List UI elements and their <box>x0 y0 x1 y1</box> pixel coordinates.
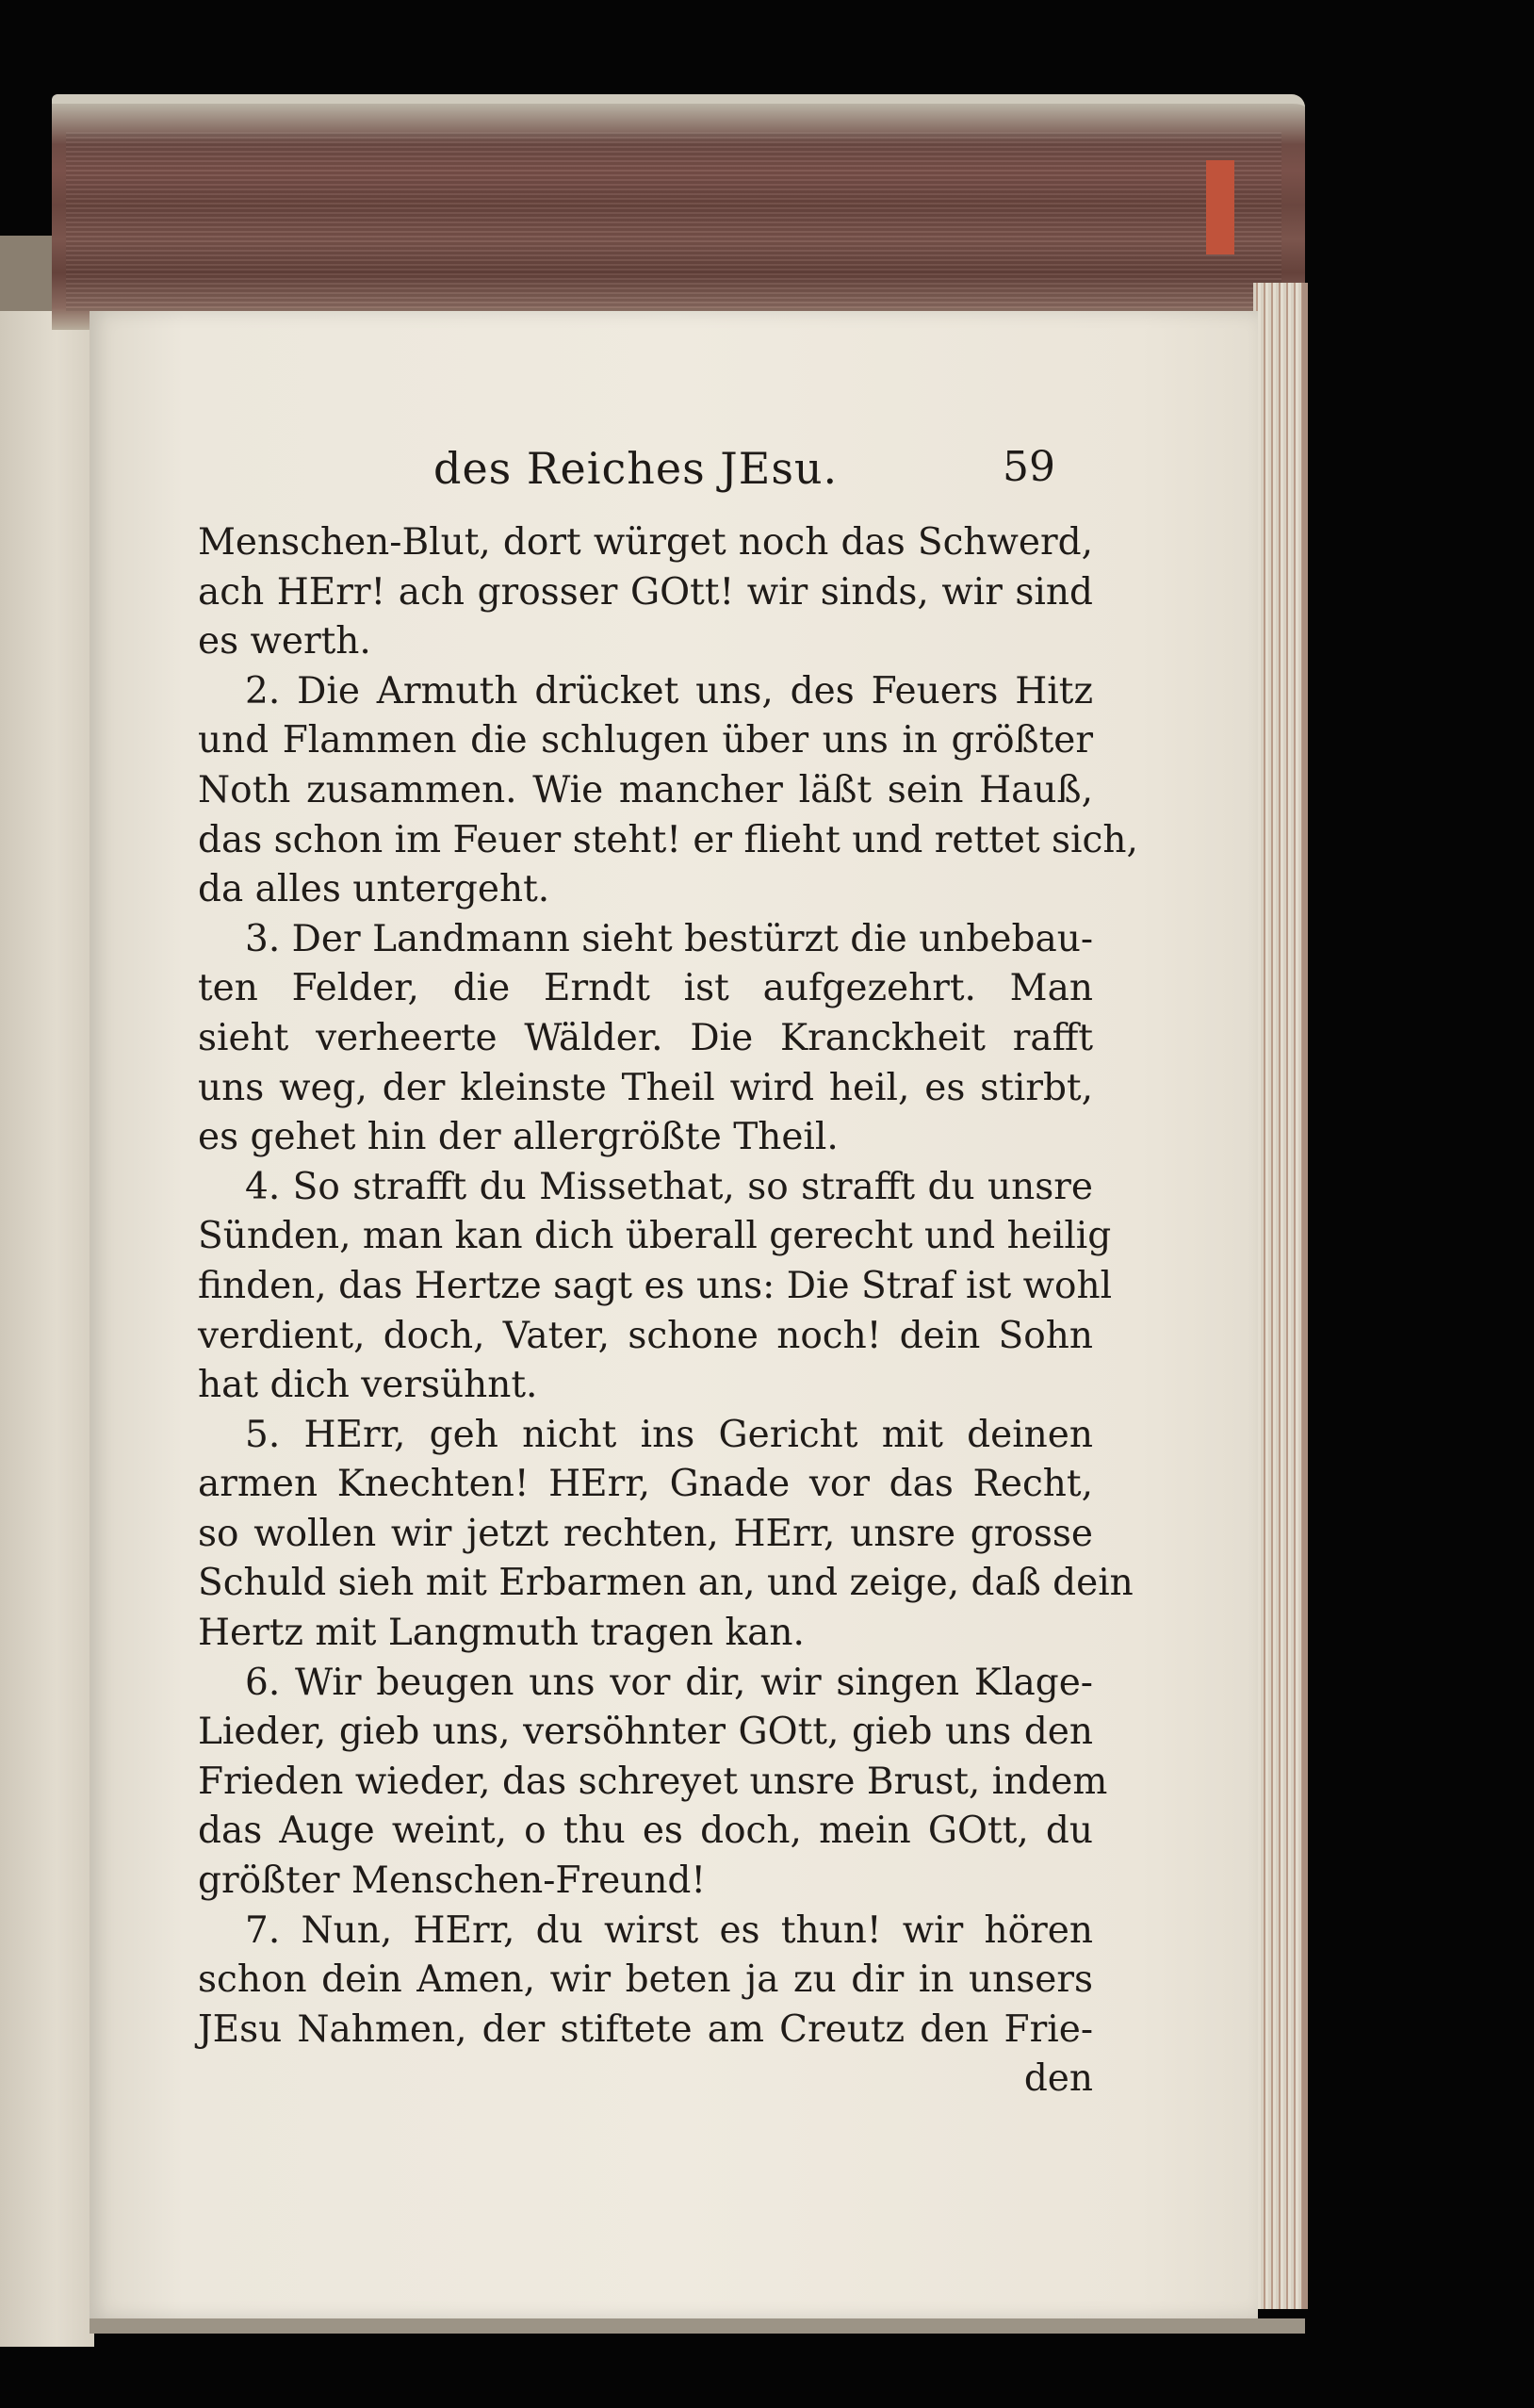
catchword: den <box>1023 2057 1093 2101</box>
text-line: es gehet hin der allergrößte Theil. <box>198 1116 839 1159</box>
text-line: armen Knechten! HErr, Gnade vor das Recht, <box>198 1463 1093 1506</box>
red-edge-accent <box>1206 160 1234 254</box>
text-line: hat dich versühnt. <box>198 1364 538 1407</box>
text-line: Lieder, gieb uns, versöhnter GOtt, gieb uns den <box>198 1711 1093 1754</box>
text-line: 4. So strafft du Missethat, so strafft du unsre <box>245 1165 1093 1208</box>
text-line: das schon im Feuer steht! er flieht und rettet sich, <box>198 818 1138 861</box>
text-line: verdient, doch, Vater, schone noch! dein Sohn <box>198 1314 1093 1357</box>
text-line: Menschen-Blut, dort würget noch das Schwerd, <box>198 521 1093 564</box>
text-line: größter Menschen-Freund! <box>198 1859 707 1903</box>
text-line: Schuld sieh mit Erbarmen an, und zeige, daß dein <box>198 1562 1134 1605</box>
page-edges-top <box>66 132 1281 311</box>
page-number: 59 <box>1003 443 1055 491</box>
text-line: 6. Wir beugen uns vor dir, wir singen Klage- <box>245 1661 1093 1704</box>
text-line: da alles untergeht. <box>198 868 550 911</box>
text-line: finden, das Hertze sagt es uns: Die Straf ist wohl <box>198 1264 1113 1307</box>
text-line: 2. Die Armuth drücket uns, des Feuers Hitz <box>245 669 1093 713</box>
text-line: 3. Der Landmann sieht bestürzt die unbebau- <box>245 917 1093 960</box>
running-head: des Reiches JEsu. <box>433 443 839 494</box>
text-line: Noth zusammen. Wie mancher läßt sein Hauß, <box>198 768 1093 811</box>
text-line: es werth. <box>198 620 371 663</box>
text-line: 7. Nun, HErr, du wirst es thun! wir hören <box>245 1908 1093 1952</box>
text-line: und Flammen die schlugen über uns in größter <box>198 719 1093 762</box>
text-line: schon dein Amen, wir beten ja zu dir in unsers <box>198 1958 1093 2002</box>
text-block <box>198 518 1138 2105</box>
book-fore-edge <box>1253 283 1308 2309</box>
text-line: ach HErr! ach grosser GOtt! wir sinds, wir sind <box>198 570 1093 614</box>
text-line: Frieden wieder, das schreyet unsre Brust, indem <box>198 1760 1108 1803</box>
page-bottom-edge <box>90 2318 1305 2334</box>
text-line: 5. HErr, geh nicht ins Gericht mit deinen <box>245 1413 1093 1456</box>
text-line: ten Felder, die Erndt ist aufgezehrt. Man <box>198 967 1093 1010</box>
text-line: so wollen wir jetzt rechten, HErr, unsre grosse <box>198 1512 1093 1555</box>
text-line: Hertz mit Langmuth tragen kan. <box>198 1612 805 1655</box>
text-line: uns weg, der kleinste Theil wird heil, es stirbt, <box>198 1066 1093 1109</box>
text-line: Sünden, man kan dich überall gerecht und heilig <box>198 1215 1112 1258</box>
text-line: das Auge weint, o thu es doch, mein GOtt, du <box>198 1810 1093 1853</box>
text-line: JEsu Nahmen, der stiftete am Creutz den Frie- <box>198 2007 1093 2051</box>
text-line: sieht verheerte Wälder. Die Kranckheit rafft <box>198 1016 1093 1059</box>
page-header <box>433 443 1074 500</box>
left-page <box>0 311 94 2347</box>
